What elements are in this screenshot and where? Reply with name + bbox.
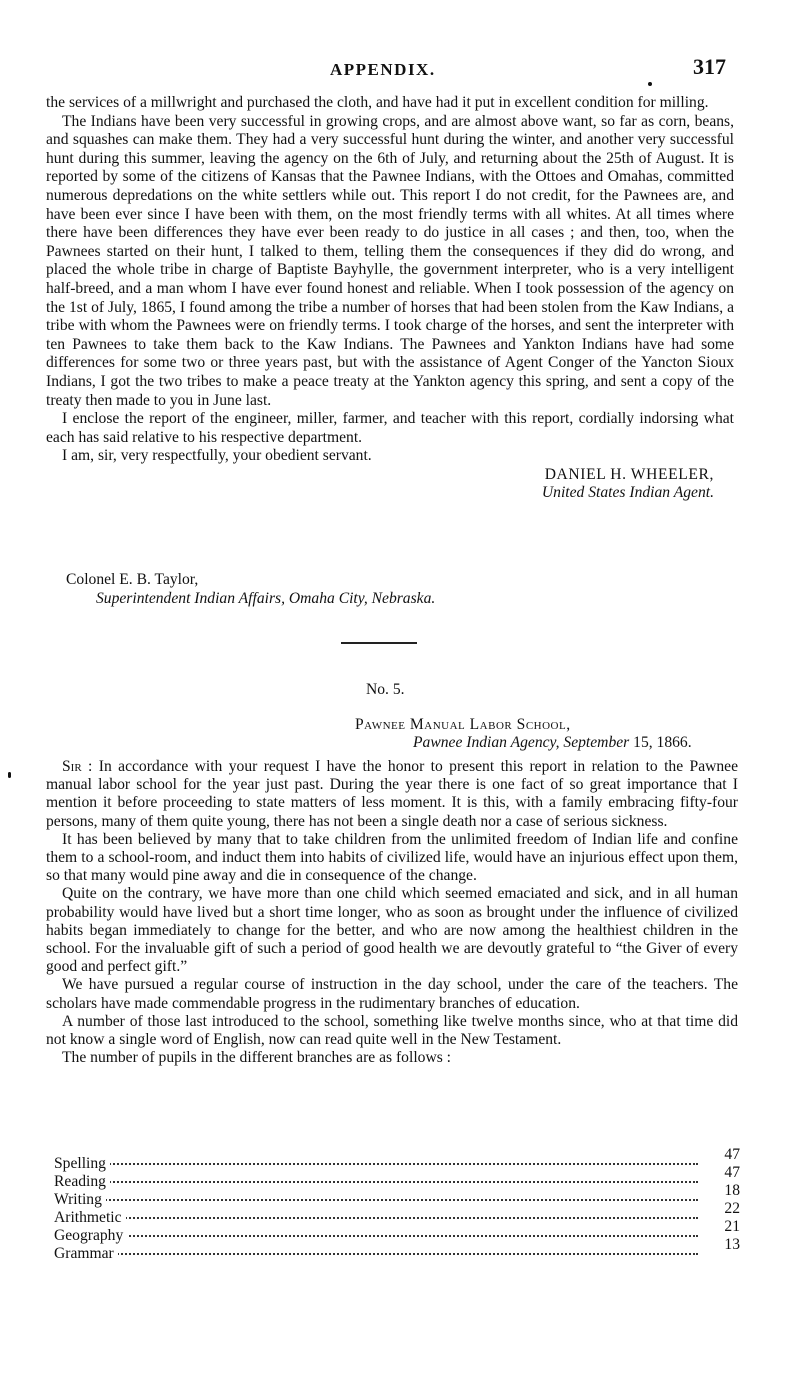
dot-leader — [54, 1199, 698, 1201]
ink-speck — [8, 772, 11, 778]
school-name: Pawnee Manual Labor School, — [355, 716, 571, 733]
table-row — [54, 1236, 740, 1262]
addressee-block — [66, 570, 726, 608]
school-report-paragraph: A number of those last introduced to the school, something like twelve months since, who at that time did not know a single word of English, now can read quite well in the New Testament. — [46, 1012, 738, 1049]
letterhead — [300, 716, 720, 752]
signature-block — [46, 466, 714, 503]
table-row — [54, 1146, 740, 1172]
dot-leader — [54, 1235, 698, 1237]
section-divider — [341, 642, 417, 644]
table-row — [54, 1164, 740, 1190]
school-report-paragraph: It has been believed by many that to take children from the unlimited freedom of Indian life and confine them to a school-room, and induct them into habits of civilized life, would have an injurious effect upon them, so that many would pine away and die in consequence of the change. — [46, 830, 738, 885]
dot-leader — [54, 1163, 698, 1165]
ink-speck — [648, 82, 652, 86]
addressee-title: Superintendent Indian Affairs, Omaha City, Nebraska. — [96, 590, 436, 607]
report-paragraph: The Indians have been very successful in growing crops, and are almost above want, so far as corn, beans, and squashes can make them. They had a very successful hunt during the winter, and another very successful hunt during this summer, leaving the agency on the 6th of July, and returning about the 25th of August. It is reported by some of the citizens of Kansas that the Pawnee Indians, with the Ottoes and Omahas, committed numerous depredations on the white settlers while out. This report I do not credit, for the Pawnees are, and have been ever since I have been with them, on the most friendly terms with all whites. At all times where there have been differences they have ever been ready to do justice in all cases ; and then, too, when the Pawnees started on their hunt, I talked to them, telling them the consequences if they did do wrong, and placed the whole tribe in charge of Baptiste Bayhylle, the government interpreter, who is a very intelligent half-breed, and a man whom I have ever found honest and reliable. When I took possession of the agency on the 1st of July, 1865, I found among the tribe a number of horses that had been stolen from the Kaw Indians, a tribe with whom the Pawnees were on friendly terms. I took charge of the horses, and sent the interpreter with ten Pawnees to take them back to the Kaw Indians. The Pawnees and Yankton Indians have had some differences for some two or three years past, but with the assistance of Agent Conger of the Yancton Sioux Indians, I got the two tribes to make a peace treaty at the Yankton agency this spring, and sent a copy of the treaty then made to you in June last. — [46, 112, 734, 409]
branch-label: Grammar — [54, 1245, 118, 1263]
date-text: 15, 1866. — [633, 734, 692, 751]
school-report-paragraph: Quite on the contrary, we have more than one child which seemed emaciated and sick, and in all human probability would have lived but a short time longer, who as soon as brought under the influence of civilized habits began immediately to change for the better, and who are now among the healthiest children in the school. For the invaluable gift of such a period of good health we are devoutly grateful to “the Giver of every good and perfect gift.” — [46, 885, 738, 976]
school-report-paragraph: The number of pupils in the different branches are as follows : — [62, 1049, 452, 1067]
branch-label: Spelling — [54, 1155, 110, 1173]
dot-leader — [54, 1217, 698, 1219]
dot-leader — [54, 1181, 698, 1183]
place-text: Pawnee Indian Agency, September — [413, 734, 630, 751]
running-title: APPENDIX. — [330, 60, 436, 79]
branch-count: 47 — [718, 1164, 740, 1182]
school-report — [46, 758, 738, 1067]
branch-count: 21 — [718, 1218, 740, 1236]
document-number: No. 5. — [366, 681, 405, 698]
branch-label: Geography — [54, 1227, 127, 1245]
table-row — [54, 1200, 740, 1226]
pupils-table — [54, 1146, 740, 1262]
school-report-paragraph — [46, 758, 738, 831]
dot-leader — [54, 1253, 698, 1255]
branch-count: 13 — [718, 1236, 740, 1254]
report-paragraph: I enclose the report of the engineer, miller, farmer, and teacher with this report, cordially indorsing what each has said relative to his respective department. — [46, 410, 734, 446]
branch-count: 22 — [718, 1200, 740, 1218]
salutation: Sir : — [62, 758, 93, 775]
signature-title: United States Indian Agent. — [541, 484, 714, 502]
branch-count: 47 — [718, 1146, 740, 1164]
paragraph-text: In accordance with your request I have the honor to present this report in relation to the Pawnee manual labor school for the year just past. During the year there is one fact of so great importance that I mention it before proceeding to state matters of less moment. It is this, with a family embracing fifty-four persons, many of them quite young, there has not been a single death nor a case of serious sickness. — [46, 758, 739, 830]
table-row — [54, 1218, 740, 1244]
branch-count: 18 — [718, 1182, 740, 1200]
branch-label: Arithmetic — [54, 1209, 126, 1227]
report-paragraph: the services of a millwright and purchased the cloth, and have had it put in excellent condition for milling. — [46, 94, 709, 111]
table-row — [54, 1182, 740, 1208]
branch-label: Writing — [54, 1191, 106, 1209]
closing-line: I am, sir, very respectfully, your obedient servant. — [62, 447, 372, 465]
branch-label: Reading — [54, 1173, 110, 1191]
page-header — [46, 54, 736, 88]
place-date — [300, 734, 720, 752]
addressee-name: Colonel E. B. Taylor, — [66, 571, 199, 588]
agent-report — [46, 94, 734, 503]
school-report-paragraph: We have pursued a regular course of instruction in the day school, under the care of the teachers. The scholars have made commendable progress in the rudimentary branches of education. — [46, 976, 738, 1012]
page-number: 317 — [693, 54, 726, 79]
signature-name: DANIEL H. WHEELER, — [544, 465, 714, 483]
